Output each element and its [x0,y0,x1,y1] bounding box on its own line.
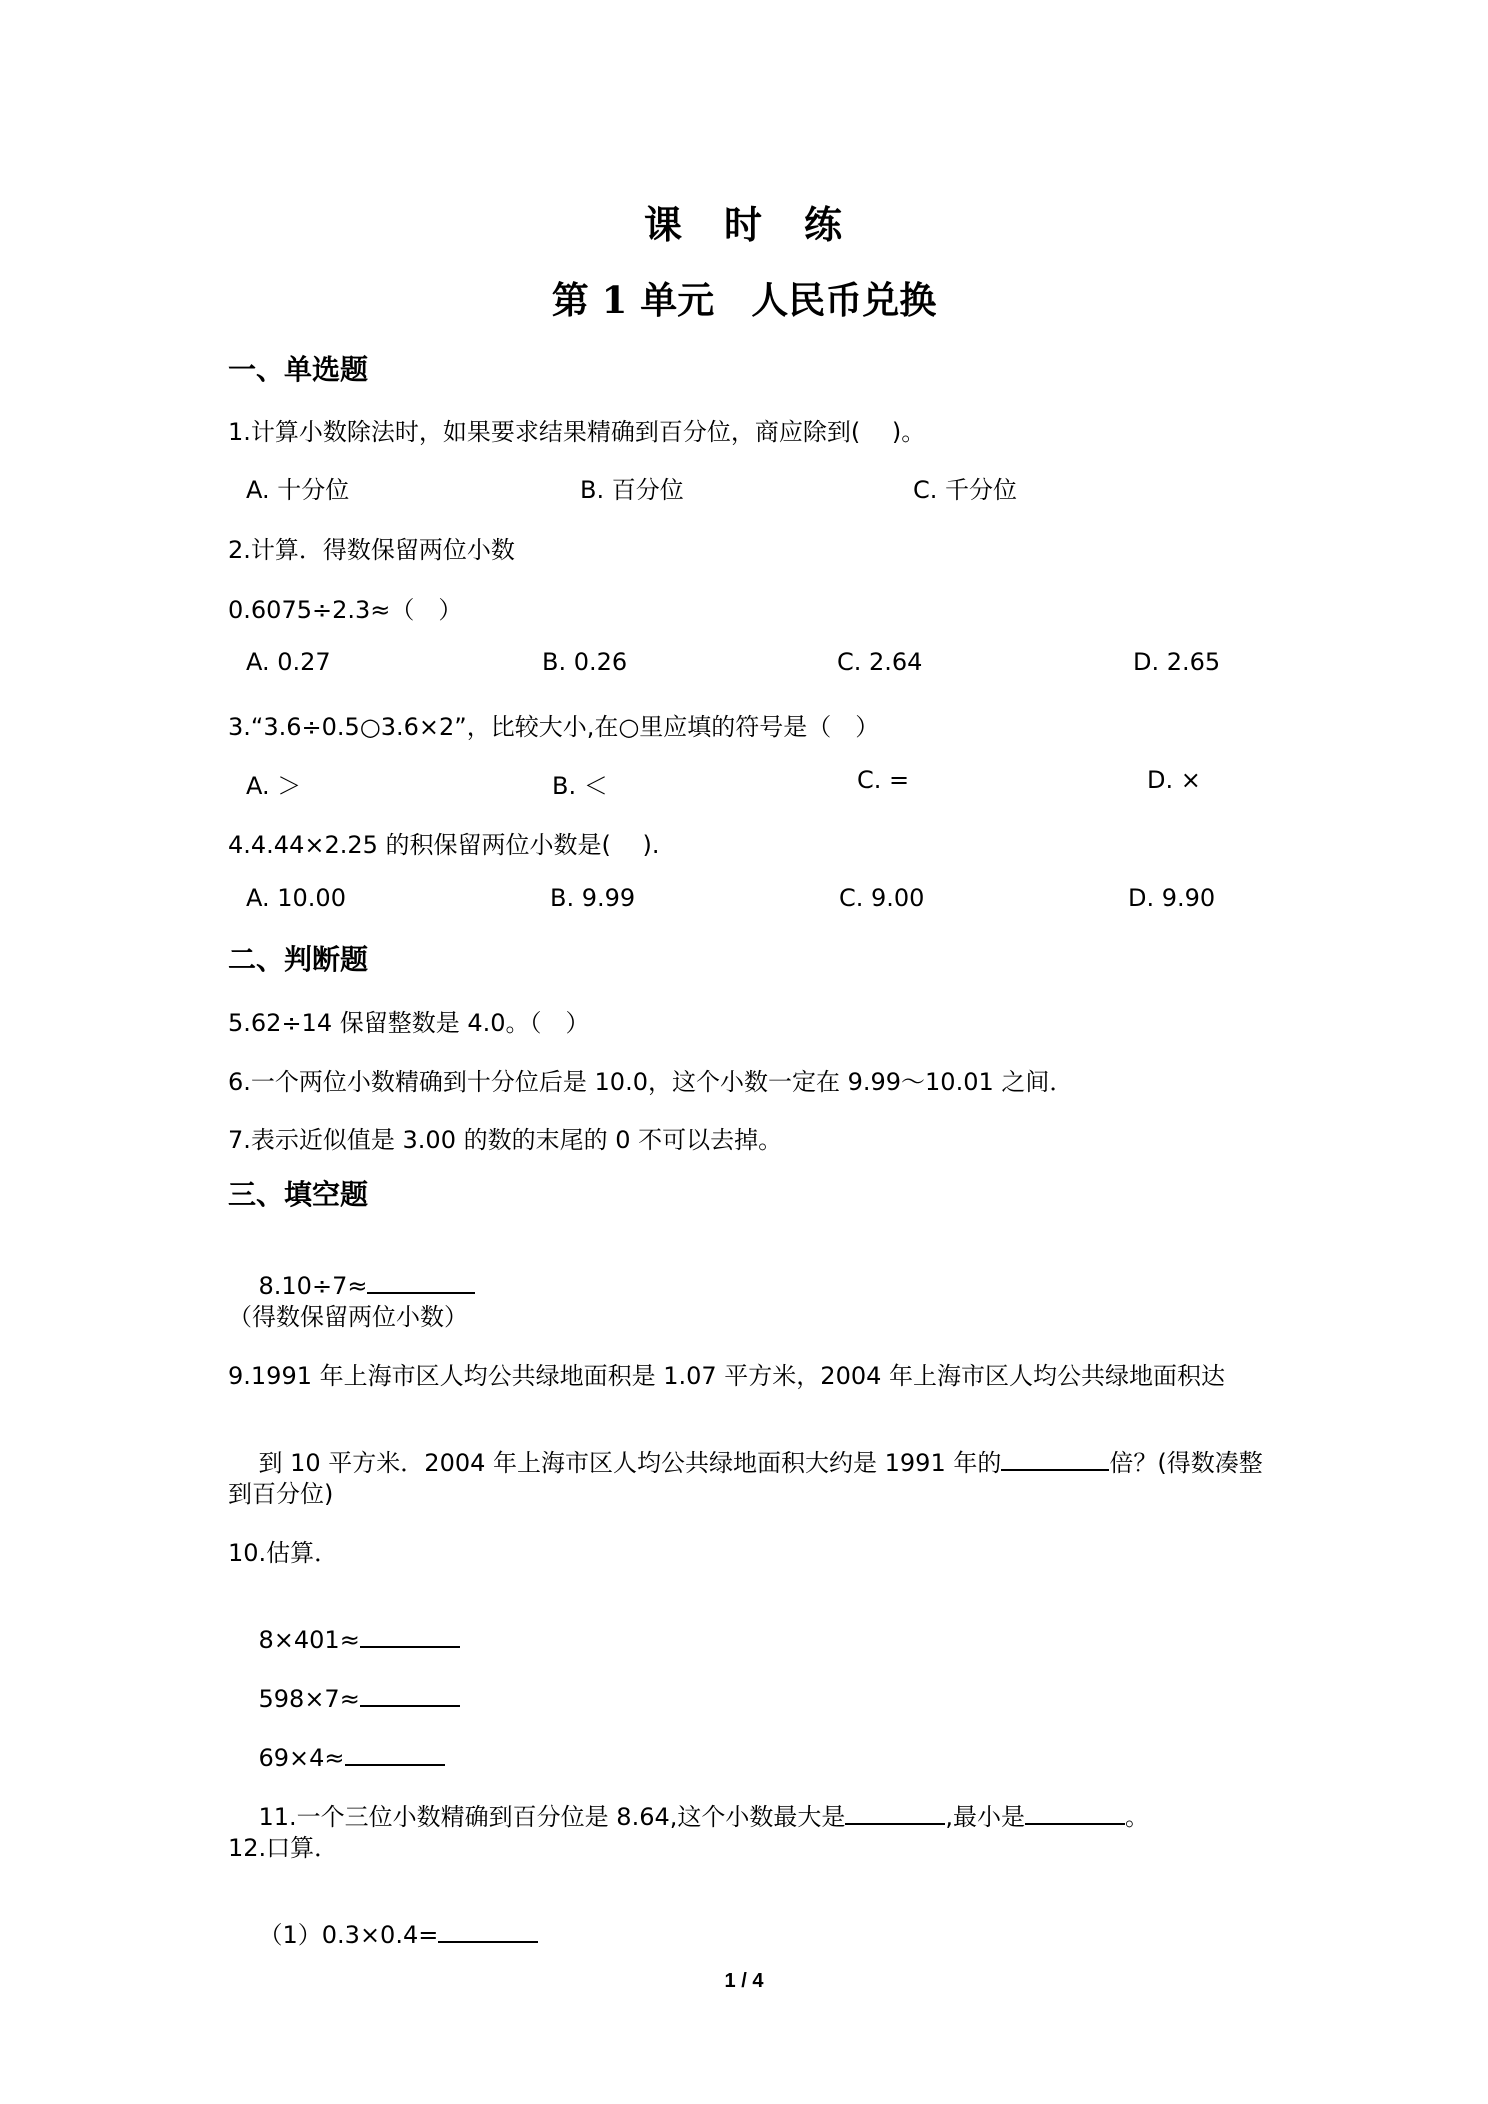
question-9-line-2: 到 10 平方米．2004 年上海市区人均公共绿地面积大约是 1991 年的 倍？(得数凑整 [228,1415,1263,1506]
answer-blank[interactable] [360,1679,460,1707]
question-10-item-1: 8×401≈ [228,1592,460,1682]
question-2-expression: 0.6075÷2.3≈（ ） [228,596,463,624]
answer-blank[interactable] [367,1266,475,1294]
question-5: 5.62÷14 保留整数是 4.0。（ ） [228,1009,590,1037]
question-9-line-1: 9.1991 年上海市区人均公共绿地面积是 1.07 平方米，2004 年上海市区人均公共绿地面积达 [228,1362,1226,1390]
question-8-expression: 8.10÷7≈ [258,1272,368,1300]
document-title: 课 时 练 [643,202,844,247]
question-2-option-a: A. 0.27 [246,648,331,676]
answer-blank[interactable] [345,1738,445,1766]
question-4-option-d: D. 9.90 [1128,884,1216,912]
question-4-option-c: C. 9.00 [839,884,925,912]
question-4-option-a: A. 10.00 [246,884,346,912]
question-12-item-1: （1）0.3×0.4= [228,1887,538,1978]
question-1-option-a: A. 十分位 [246,476,350,504]
section-heading-true-false: 二、判断题 [228,943,369,976]
question-2-option-d: D. 2.65 [1133,648,1221,676]
question-4-option-b: B. 9.99 [550,884,636,912]
question-4-stem: 4.4.44×2.25 的积保留两位小数是( ). [228,831,660,859]
question-1-stem: 1.计算小数除法时，如果要求结果精确到百分位，商应除到( )。 [228,418,926,446]
question-10-stem: 10.估算． [228,1539,339,1567]
question-7: 7.表示近似值是 3.00 的数的末尾的 0 不可以去掉。 [228,1126,783,1154]
question-3-option-a: A. ＞ [246,772,302,800]
question-3-stem: 3.“3.6÷0.5○3.6×2”，比较大小,在○里应填的符号是（ ） [228,713,880,741]
question-10-item-3: 69×4≈ [228,1710,445,1800]
question-3-option-b: B. ＜ [552,772,608,800]
page-number: 1 / 4 [724,1970,764,1992]
question-1-option-b: B. 百分位 [580,476,684,504]
question-9-line-3: 到百分位) [228,1480,334,1508]
section-heading-fill-blank: 三、填空题 [228,1178,369,1211]
section-heading-single-choice: 一、单选题 [228,353,369,386]
question-11: 11.一个三位小数精确到百分位是 8.64,这个小数最大是 ,最小是 。 [228,1769,1149,1860]
answer-blank[interactable] [438,1915,538,1943]
answer-blank[interactable] [360,1620,460,1648]
answer-blank[interactable] [1025,1797,1125,1825]
question-8-note: （得数保留两位小数） [228,1303,468,1331]
question-6: 6.一个两位小数精确到十分位后是 10.0，这个小数一定在 9.99～10.01 之间． [228,1068,1074,1096]
question-12-stem: 12.口算． [228,1834,339,1862]
question-3-option-c: C. = [857,766,910,794]
answer-blank[interactable] [845,1797,945,1825]
question-10-item-2: 598×7≈ [228,1651,460,1741]
document-subtitle: 第 1 单元 人民币兑换 [551,278,937,322]
question-2-option-b: B. 0.26 [542,648,628,676]
question-2-stem: 2.计算．得数保留两位小数 [228,536,515,564]
question-3-option-d: D. × [1147,766,1201,794]
question-2-option-c: C. 2.64 [837,648,923,676]
answer-blank[interactable] [1001,1443,1109,1471]
question-1-option-c: C. 千分位 [913,476,1018,504]
